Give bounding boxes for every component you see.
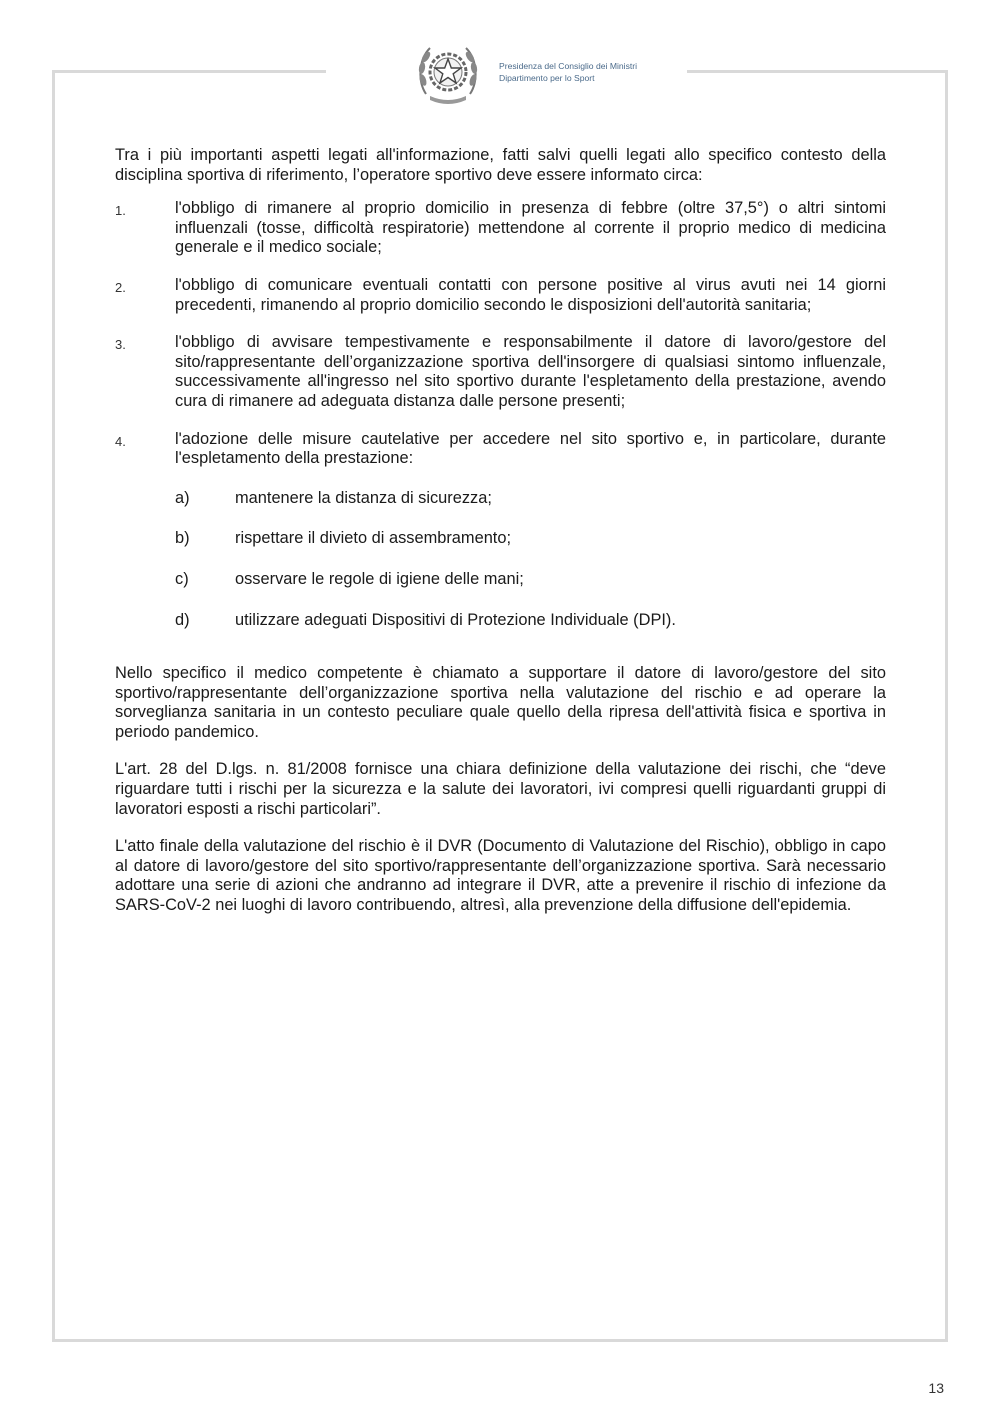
frame-top-right: [687, 70, 948, 73]
sub-item-c: [175, 570, 886, 590]
document-body: [115, 146, 886, 934]
header-line-2: Dipartimento per lo Sport: [499, 73, 595, 83]
sub-item-b: [175, 529, 886, 549]
list-item-1: [115, 199, 886, 258]
sub-letter: c): [175, 569, 189, 588]
sub-letter: d): [175, 610, 190, 629]
header-line-1: Presidenza del Consiglio dei Ministri: [499, 61, 638, 71]
sub-text: utilizzare adeguati Dispositivi di Protezione Individuale (DPI).: [235, 610, 676, 629]
list-number: 2.: [115, 279, 126, 295]
list-number: 1.: [115, 203, 126, 219]
frame-right: [945, 70, 948, 1342]
frame-top-left: [52, 70, 326, 73]
paragraph-medico-competente: Nello specifico il medico competente è chiamato a supportare il datore di lavoro/gestore del sito sportivo/rappresentante dell’organizzazione sportiva nella valutazione del rischio e ad operare la sorveglianza sanitaria in un contesto peculiare quale quello della ripresa dell'attività fisica e sportiva in periodo pandemico.: [115, 664, 886, 741]
frame-left: [52, 70, 55, 1342]
paragraph-dvr: L'atto finale della valutazione del rischio è il DVR (Documento di Valutazione del Rischio), obbligo in capo al datore di lavoro/gestore del sito sportivo/rappresentante dell’organizzazione sportiva. Sarà necessario adottare una serie di azioni che andranno ad integrare il DVR, atte a prevenire il rischio di infezione da SARS-CoV-2 nei luoghi di lavoro contribuendo, altresì, alla prevenzione della diffusione dell'epidemia.: [115, 837, 886, 915]
intro-paragraph: Tra i più importanti aspetti legati all'informazione, fatti salvi quelli legati allo specifico contesto della disciplina sportiva di riferimento, l’operatore sportivo deve essere informato circa:: [115, 146, 886, 184]
sub-text: mantenere la distanza di sicurezza;: [235, 488, 492, 507]
sub-letter: a): [175, 488, 190, 507]
list-item-3: [115, 333, 886, 411]
frame-bottom: [52, 1339, 948, 1342]
italian-republic-emblem-icon: [416, 36, 480, 104]
sub-letter: b): [175, 529, 190, 548]
list-item-text: l'adozione delle misure cautelative per accedere nel sito sportivo e, in particolare, durante l'espletamento della prestazione:: [175, 429, 886, 468]
page-number: 13: [928, 1380, 944, 1396]
list-item-text: l'obbligo di avvisare tempestivamente e responsabilmente il datore di lavoro/gestore del sito/rappresentante dell’organizzazione sportiva dell'insorgere di qualsiasi sintomo influenzale, successivamente all'ingresso nel sito sportivo durante l'espletamento della prestazione, avendo cura di rimanere ad adeguata distanza dalle persone presenti;: [175, 333, 886, 410]
sub-text: osservare le regole di igiene delle mani;: [235, 569, 524, 588]
list-item-text: l'obbligo di comunicare eventuali contatti con persone positive al virus avuti nei 14 giorni precedenti, rimanendo al proprio domicilio secondo le disposizioni dell'autorità sanitaria;: [175, 275, 886, 314]
sub-text: rispettare il divieto di assembramento;: [235, 529, 512, 548]
paragraph-art-28: L'art. 28 del D.lgs. n. 81/2008 fornisce una chiara definizione della valutazione dei rischi, che “deve riguardare tutti i rischi per la sicurezza e la salute dei lavoratori, ivi compresi quelli riguardanti gruppi di lavoratori esposti a rischi particolari”.: [115, 760, 886, 818]
sub-item-a: [175, 489, 886, 509]
list-number: 4.: [115, 433, 126, 449]
sub-list: [175, 489, 886, 630]
header-institution: [499, 60, 637, 84]
list-item-text: l'obbligo di rimanere al proprio domicilio in presenza di febbre (oltre 37,5°) o altri sintomi influenzali (tosse, difficoltà respiratorie) mettendone al corrente il proprio medico di medicina generale e il medico sociale;: [175, 199, 886, 257]
list-item-2: [115, 276, 886, 315]
list-item-4: [115, 430, 886, 647]
list-number: 3.: [115, 337, 126, 353]
sub-item-d: [175, 611, 886, 631]
